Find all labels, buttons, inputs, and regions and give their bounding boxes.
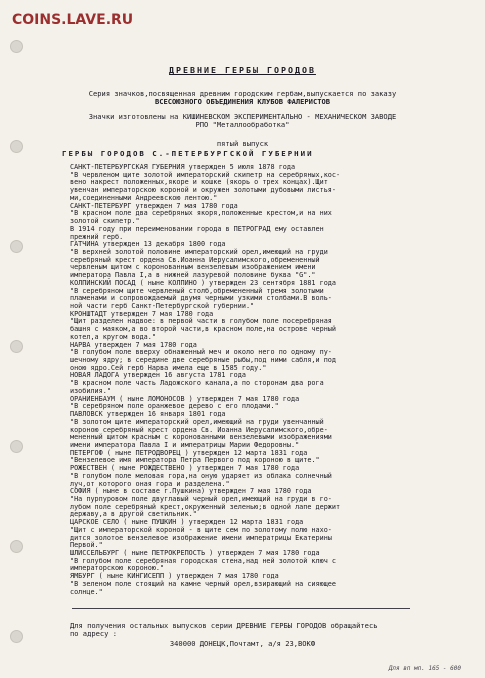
text-line: "В золотом щите императорский орел,имеющий на груди увенчанный <box>70 417 324 426</box>
text-line: НАРВА утвержден 7 мая 1780 года <box>70 340 197 349</box>
text-line: императора Павла I,а в нижней лазуревой половине буква "G"." <box>70 271 316 280</box>
text-line: "В серебряном щите червленый столб,обремененный тремя золотыми <box>70 286 324 295</box>
text-line: САНКТ-ПЕТЕРБУРГСКАЯ ГУБЕРНИЯ утвержден 5 июля 1878 года <box>70 163 296 171</box>
text-line: "В верхней золотой половине императорский орел,имеющий на груди <box>70 247 328 256</box>
text-line: котел,а кругом вода." <box>70 332 156 341</box>
text-line: имени императора Павла I и императрицы Марии Федоровны." <box>70 440 300 449</box>
text-line: "В червленом щите золотой императорский скипетр на серебряных,кос- <box>70 170 341 179</box>
text-line: ПАВЛОВСК утвержден 16 января 1801 года <box>70 410 226 418</box>
binder-hole <box>10 540 23 553</box>
text-line: червленым щитом с коронованным вензелевым изображением имени <box>70 263 316 272</box>
intro-line: Серия значков,посвященная древним городским гербам,выпускается по заказу <box>88 89 397 98</box>
intro-line: ВСЕСОЮЗНОГО ОБЪЕДИНЕНИЯ КЛУБОВ ФАЛЕРИСТОВ <box>154 97 331 106</box>
divider-line <box>72 608 410 609</box>
text-line: вено накрест положенных,якоре и кошке (якорь о трех концах).Щит <box>70 178 328 187</box>
text-line: "В голубом поле серебряная городская стена,над ней золотой ключ с <box>70 556 336 565</box>
text-line: В 1914 году при переименовании города в ПЕТРОГРАД ему оставлен <box>70 224 324 233</box>
text-line: лубом поле серебряный крест,окруженный зеленью;в одной лапе держит <box>70 502 341 511</box>
binder-hole <box>10 240 23 253</box>
text-line: СОФИЯ ( ныне в составе г.Пушкина) утвержден 7 мая 1780 года <box>70 487 312 496</box>
text-line: "В красном поле часть Ладожского канала,а по сторонам два рога <box>70 379 324 388</box>
text-line: Первой." <box>70 541 103 550</box>
footer-address: 340000 ДОНЕЦК,Почтамт, а/я 23,ВОКФ <box>169 639 316 648</box>
text-line: "В голубом поле меловая гора,на оную ударяет из облака солнечный <box>70 471 332 480</box>
footer-line: Для получения остальных выпусков серии ДРЕВНИЕ ГЕРБЫ ГОРОДОВ обращайтесь <box>70 621 378 630</box>
text-line: шечному ядру; в середине две серебряные рыбы,под ними сабля,и под <box>70 356 336 364</box>
text-line: РОЖЕСТВЕН ( ныне РОЖДЕСТВЕНО ) утвержден 7 мая 1780 года <box>70 464 300 473</box>
text-line: "Щит разделен надвое: в первой части в голубом поле посеребряная <box>70 317 332 326</box>
issue-number: пятый выпуск <box>216 139 269 148</box>
binder-hole <box>10 340 23 353</box>
text-line: НОВАЯ ЛАДОГА утвержден 16 августа 1781 года <box>70 371 246 380</box>
text-line: увенчан императорскою короной и окружен золотыми дубовыми листья- <box>70 186 336 195</box>
text-line: императорскою короною." <box>70 564 165 573</box>
text-line: башня с маяком,а во второй части,в красном поле,на острове черный <box>70 325 336 334</box>
text-line: мененный щитом красным с коронованными вензелевыми изображениями <box>70 433 332 442</box>
text-line: ШЛИССЕЛЬБУРГ ( ныне ПЕТРОКРЕПОСТЬ ) утвержден 7 мая 1780 года <box>70 549 320 557</box>
text-line: ПЕТЕРГОФ ( ныне ПЕТРОДВОРЕЦ ) утвержден 12 марта 1831 года <box>70 448 308 457</box>
text-line: золотой скипетр." <box>70 217 140 225</box>
text-line: ми,соединенными Андреевскою лентою." <box>70 193 218 202</box>
text-line: "На пурпуровом поле двуглавый черный орел,имеющий на груди в го- <box>70 495 332 503</box>
text-line: луч,от которого оная гора и разделена." <box>70 479 230 488</box>
text-line: "В серебряном поле оранжевое дерево с его плодами." <box>70 402 279 411</box>
text-line: "Щит с императорской короной - в щите сем по золотому полю нахо- <box>70 525 332 534</box>
text-line: державу,а в другой светильник." <box>70 510 197 519</box>
text-line: "В голубом поле вверху обнаженный меч и около него по одному пу- <box>70 348 332 357</box>
footer-line: по адресу : <box>70 629 117 638</box>
maker-line: РПО "Металлообработка" <box>195 120 290 129</box>
handwritten-note: Для вп мп. 165 - 600 <box>388 665 461 672</box>
text-line: "Вензелевое имя императора Петра Первого под короною в щите." <box>70 456 320 465</box>
text-line: "В зеленом поле стоящий на камне черный орел,взирающий на сияющее <box>70 579 336 588</box>
text-line: "В красном поле два серебряных якоря,положенные крестом,и на них <box>70 209 332 218</box>
text-line: КОЛПИНСКИЙ ПОСАД ( ныне КОЛПИНО ) утвержден 23 сентября 1881 года <box>70 278 336 287</box>
text-line: КРОНШТАДТ утвержден 7 мая 1780 года <box>70 309 214 318</box>
document-title: ДРЕВНИЕ ГЕРБЫ ГОРОДОВ <box>169 65 316 75</box>
text-line: ЦАРСКОЕ СЕЛО ( ныне ПУШКИН ) утвержден 12 марта 1831 года <box>70 518 304 527</box>
text-line: САНКТ-ПЕТЕРБУРГ утвержден 7 мая 1780 года <box>70 201 238 210</box>
binder-hole <box>10 440 23 453</box>
text-line: ГАТЧИНА утвержден 13 декабря 1800 года <box>70 240 226 249</box>
text-line: пламенами и сопровождаемый двумя черными узкими столбами.В воль- <box>70 294 332 303</box>
text-line: ОРАНИЕНБАУМ ( ныне ЛОМОНОСОВ ) утвержден 7 мая 1780 года <box>70 394 300 403</box>
watermark: COINS.LAVE.RU <box>12 12 134 28</box>
text-line: ной части герб Санкт-Петербургской губернии." <box>70 302 255 310</box>
text-line: солнце." <box>70 587 103 596</box>
series-title: ГЕРБЫ ГОРОДОВ С.-ПЕТЕРБУРГСКОЙ ГУБЕРНИИ <box>62 149 314 158</box>
maker-line: Значки изготовлены на КИШИНЕВСКОМ ЭКСПЕРИМЕНТАЛЬНО - МЕХАНИЧЕСКОМ ЗАВОДЕ <box>88 112 397 121</box>
text-line: изобилия." <box>70 386 111 395</box>
binder-hole <box>10 40 23 53</box>
text-line: дится золотое вензелевое изображение имени императрицы Екатерины <box>70 533 332 542</box>
text-line: короною серебряный крест ордена Св. Иоанна Иерусалимского,обре- <box>70 425 328 434</box>
text-line: оною ядро.Сей герб Нарва имела еще в 1585 году." <box>70 363 267 372</box>
text-line: серебряный крест ордена Св.Иоанна Иерусалимского,обремененный <box>70 255 320 264</box>
text-line: прежний герб. <box>70 232 124 241</box>
text-line: ЯМБУРГ ( ныне КИНГИСЕПП ) утвержден 7 мая 1780 года <box>70 572 279 581</box>
